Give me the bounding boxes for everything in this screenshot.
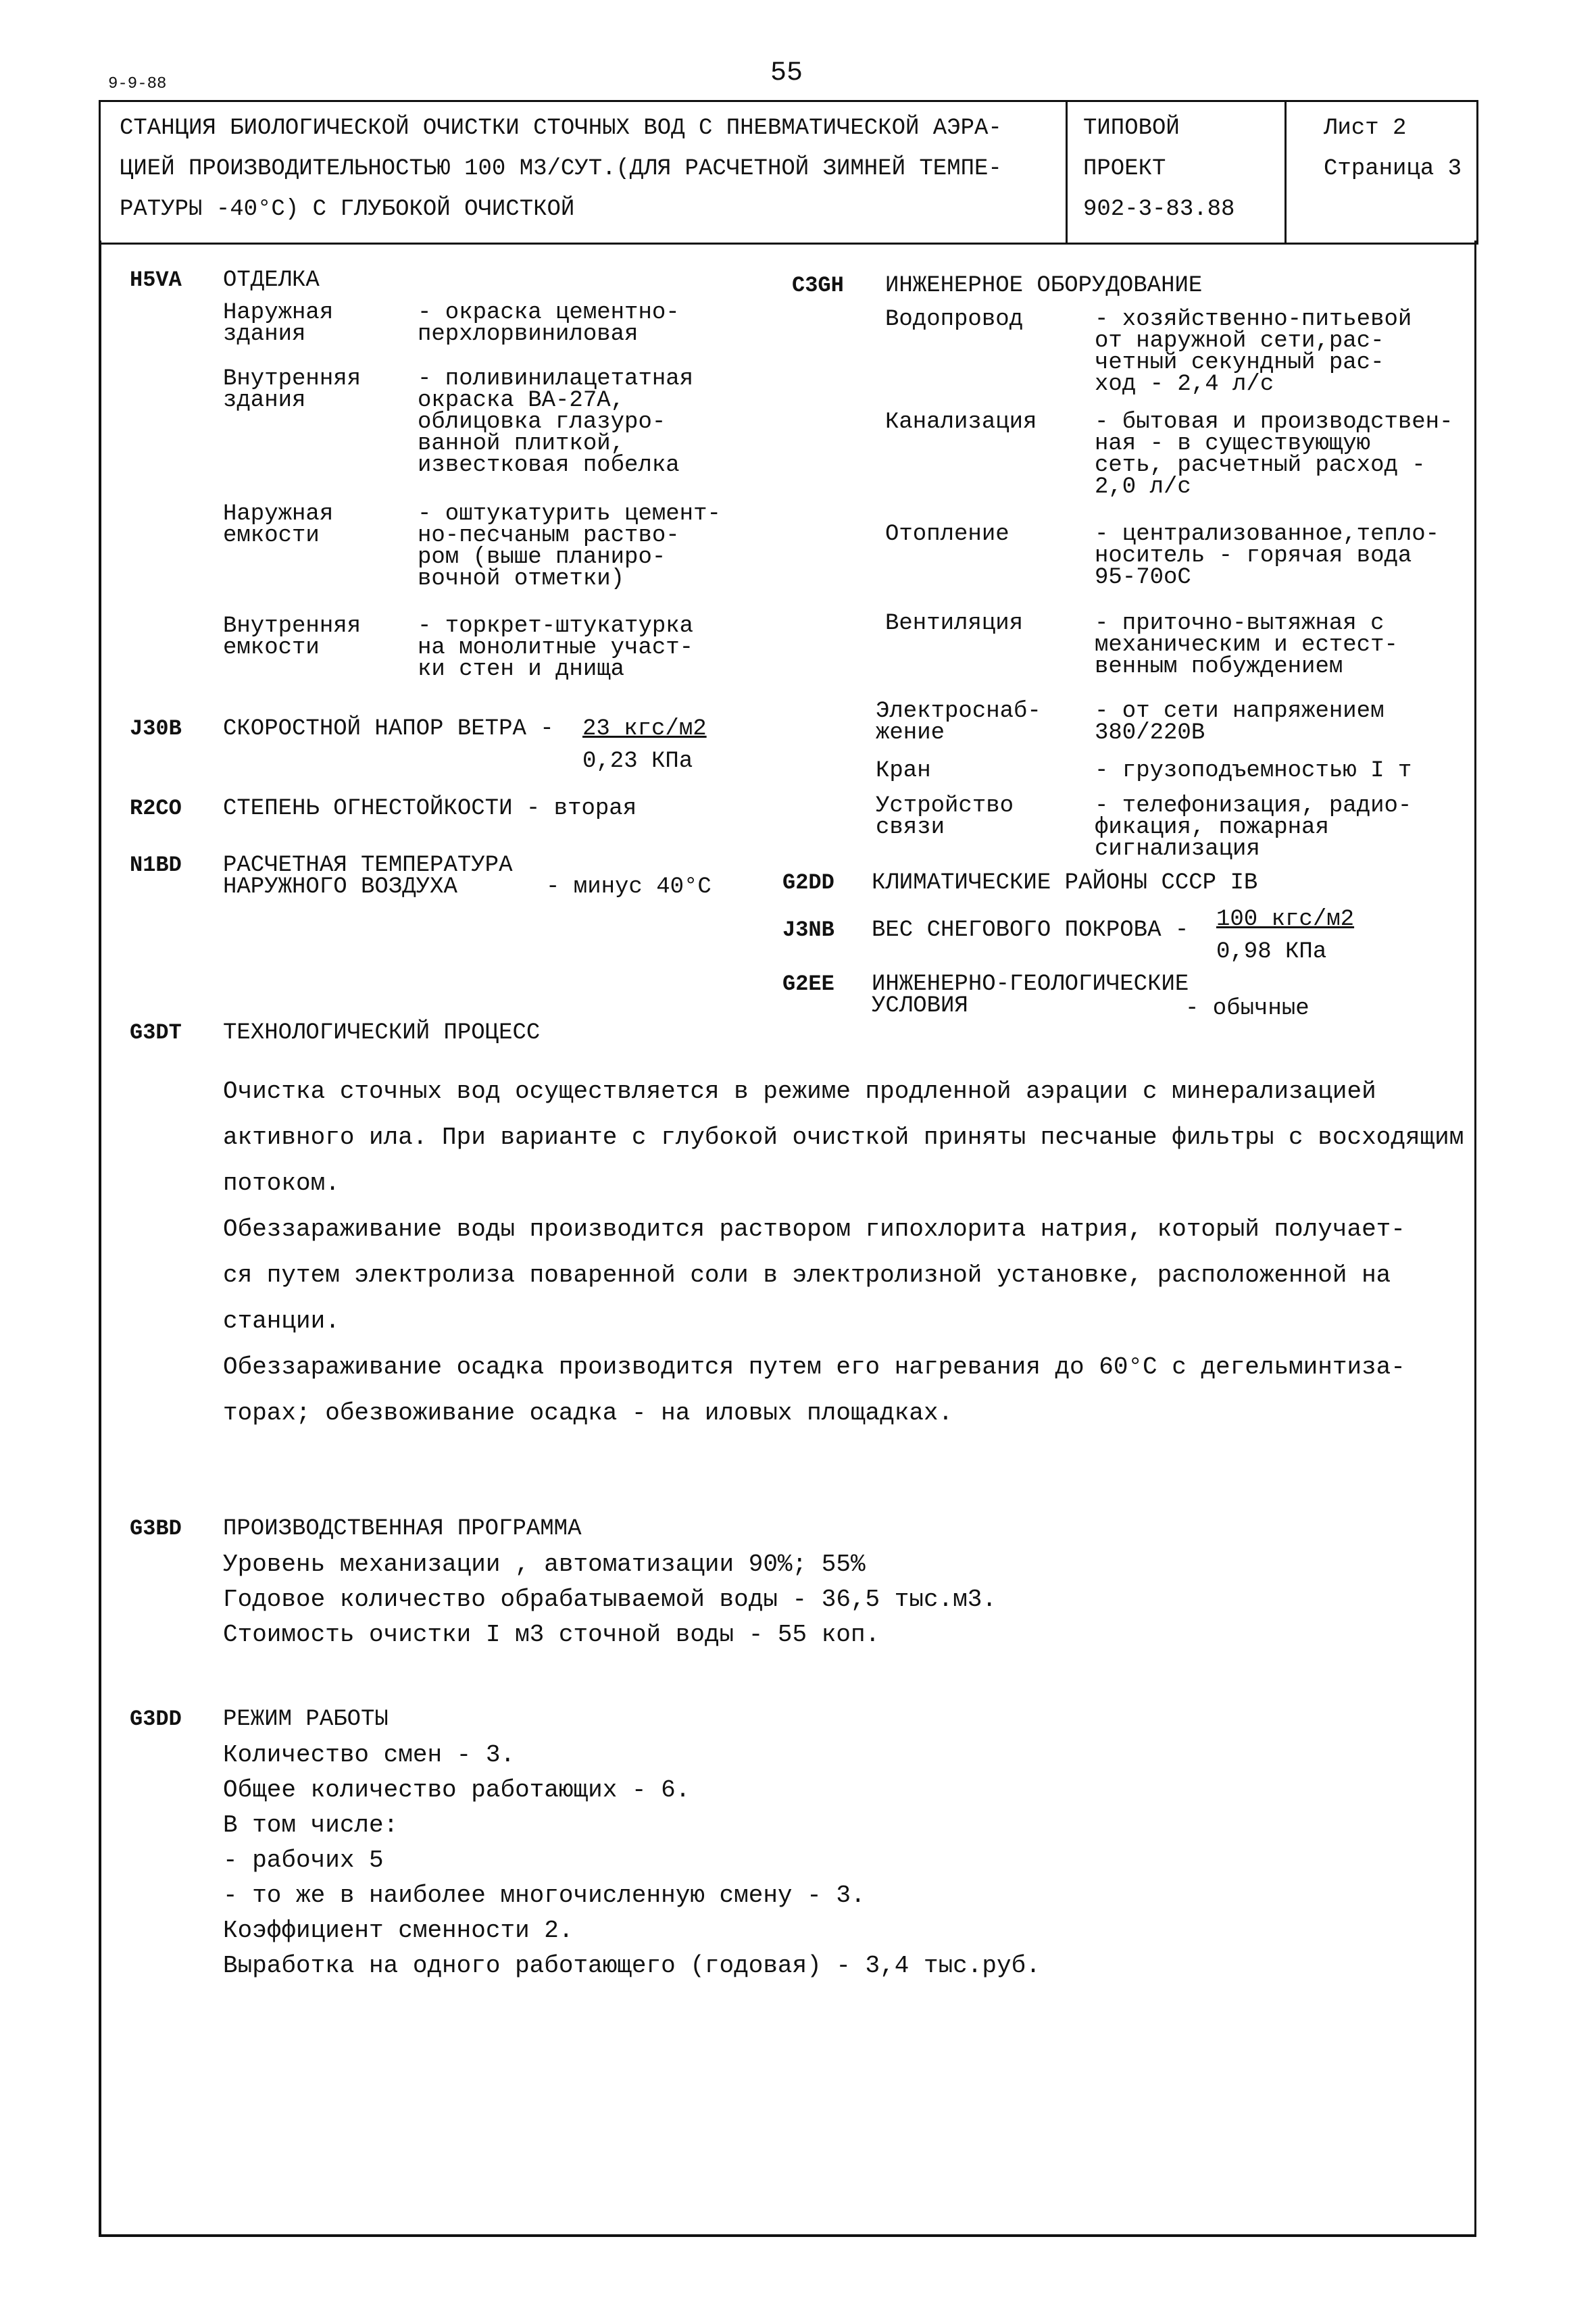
temp-value: - минус 40°С	[546, 874, 712, 900]
process-text	[223, 1069, 1464, 1436]
equipment-value: фикация, пожарная	[1095, 815, 1329, 840]
equipment-value: венным побуждением	[1095, 654, 1343, 680]
project-line-1: ТИПОВОЙ	[1083, 116, 1180, 141]
equipment-label: Электроснаб-	[876, 699, 1041, 724]
project-line-2: ПРОЕКТ	[1083, 156, 1166, 182]
program-text	[223, 1547, 997, 1653]
text-line: Обеззараживание осадка производится путем его нагревания до 60°С с дегельминтиза-	[223, 1353, 1405, 1381]
finish-title: ОТДЕЛКА	[223, 268, 320, 293]
program-title: ПРОИЗВОДСТВЕННАЯ ПРОГРАММА	[223, 1516, 582, 1542]
equipment-value: 2,0 л/с	[1095, 474, 1191, 500]
finish-label: Внутренняя	[223, 613, 361, 639]
section-code: J30B	[130, 716, 182, 741]
equipment-value: - приточно-вытяжная с	[1095, 611, 1385, 636]
text-line: - то же в наиболее многочисленную смену - 3.	[223, 1882, 866, 1909]
geo-value: - обычные	[1185, 996, 1310, 1022]
mode-title: РЕЖИМ РАБОТЫ	[223, 1707, 389, 1732]
text-line: станции.	[223, 1307, 340, 1335]
text-line: Коэффициент сменности 2.	[223, 1917, 574, 1944]
finish-label: Наружная	[223, 501, 334, 527]
equipment-value: ход - 2,4 л/с	[1095, 372, 1274, 397]
equipment-title: ИНЖЕНЕРНОЕ ОБОРУДОВАНИЕ	[885, 273, 1203, 299]
finish-value: вочной отметки)	[418, 566, 625, 592]
date-stamp: 9-9-88	[108, 75, 167, 93]
equipment-label: Отопление	[885, 522, 1009, 547]
equipment-value: носитель - горячая вода	[1095, 543, 1412, 569]
equipment-label: связи	[876, 815, 945, 840]
process-title: ТЕХНОЛОГИЧЕСКИЙ ПРОЦЕСС	[223, 1020, 541, 1046]
wind-value-kpa: 0,23 КПа	[582, 749, 693, 774]
equipment-value: - грузоподъемностью I т	[1095, 758, 1412, 784]
snow-label: ВЕС СНЕГОВОГО ПОКРОВА -	[872, 917, 1189, 943]
snow-value-kpa: 0,98 КПа	[1216, 939, 1327, 965]
finish-value: ванной плиткой,	[418, 431, 625, 457]
section-code: G3DD	[130, 1707, 182, 1732]
title-line-3: РАТУРЫ -40°С) С ГЛУБОКОЙ ОЧИСТКОЙ	[120, 197, 575, 222]
mode-text	[223, 1738, 1041, 1984]
temp-label: РАСЧЕТНАЯ ТЕМПЕРАТУРА	[223, 853, 513, 878]
equipment-value: 380/220В	[1095, 720, 1205, 746]
equipment-value: 95-70оС	[1095, 565, 1191, 590]
snow-value-kgs: 100 кгс/м2	[1216, 907, 1355, 932]
finish-value: но-песчаным раство-	[418, 523, 680, 549]
wind-value-kgs: 23 кгс/м2	[582, 716, 707, 742]
finish-label: здания	[223, 388, 306, 413]
fire-resistance: СТЕПЕНЬ ОГНЕСТОЙКОСТИ - вторая	[223, 796, 637, 822]
text-line: Обеззараживание воды производится раствором гипохлорита натрия, который получает-	[223, 1215, 1405, 1243]
text-line: В том числе:	[223, 1811, 399, 1839]
text-line: Стоимость очистки I м3 сточной воды - 55 коп.	[223, 1621, 880, 1649]
finish-value: известковая побелка	[418, 453, 680, 478]
section-code: J3NB	[782, 917, 834, 942]
section-code: N1BD	[130, 853, 182, 878]
project-number: 902-3-83.88	[1083, 197, 1235, 222]
text-line: ся путем электролиза поваренной соли в электролизной установке, расположенной на	[223, 1261, 1391, 1289]
page-number: 55	[770, 58, 803, 89]
section-code: G2EE	[782, 972, 834, 997]
equipment-label: Устройство	[876, 793, 1014, 819]
text-line: Выработка на одного работающего (годовая) - 3,4 тыс.руб.	[223, 1952, 1041, 1980]
section-code: G2DD	[782, 870, 834, 895]
section-code: R2CO	[130, 796, 182, 821]
text-line: торах; обезвоживание осадка - на иловых площадках.	[223, 1399, 953, 1427]
finish-label: Внутренняя	[223, 366, 361, 392]
climate-region: КЛИМАТИЧЕСКИЕ РАЙОНЫ СССР IВ	[872, 870, 1258, 896]
text-line: Очистка сточных вод осуществляется в режиме продленной аэрации с минерализацией	[223, 1078, 1376, 1105]
finish-label: емкости	[223, 523, 320, 549]
finish-value: - оштукатурить цемент-	[418, 501, 721, 527]
equipment-value: - централизованное,тепло-	[1095, 522, 1440, 547]
geo-label: УСЛОВИЯ	[872, 993, 968, 1019]
equipment-value: - бытовая и производствен-	[1095, 409, 1453, 435]
equipment-value: - от сети напряжением	[1095, 699, 1385, 724]
text-line: Общее количество работающих - 6.	[223, 1776, 691, 1804]
title-line-2: ЦИЕЙ ПРОИЗВОДИТЕЛЬНОСТЬЮ 100 М3/СУТ.(ДЛЯ РАСЧЕТНОЙ ЗИМНЕЙ ТЕМПЕ-	[120, 156, 1002, 182]
equipment-value: - хозяйственно-питьевой	[1095, 307, 1412, 332]
equipment-label: Водопровод	[885, 307, 1024, 332]
finish-value: перхлорвиниловая	[418, 322, 639, 347]
finish-value: ром (выше планиро-	[418, 545, 666, 570]
temp-label: НАРУЖНОГО ВОЗДУХА	[223, 874, 457, 900]
text-line: потоком.	[223, 1169, 340, 1197]
title-block	[99, 100, 1478, 245]
text-line: Уровень механизации , автоматизации 90%; 55%	[223, 1551, 866, 1578]
finish-label: Наружная	[223, 300, 334, 326]
equipment-value: от наружной сети,рас-	[1095, 328, 1385, 354]
equipment-label: Канализация	[885, 409, 1037, 435]
equipment-label: Вентиляция	[885, 611, 1024, 636]
wind-label: СКОРОСТНОЙ НАПОР ВЕТРА -	[223, 716, 554, 742]
equipment-label: жение	[876, 720, 945, 746]
page-label: Страница 3	[1324, 156, 1462, 182]
finish-value: - торкрет-штукатурка	[418, 613, 694, 639]
finish-value: на монолитные участ-	[418, 635, 694, 661]
equipment-value: механическим и естест-	[1095, 632, 1398, 658]
finish-label: здания	[223, 322, 306, 347]
finish-value: облицовка глазуро-	[418, 409, 666, 435]
section-code: H5VA	[130, 268, 182, 293]
section-code: G3BD	[130, 1516, 182, 1541]
text-line: - рабочих 5	[223, 1846, 384, 1874]
equipment-value: четный секундный рас-	[1095, 350, 1385, 376]
finish-value: - окраска цементно-	[418, 300, 680, 326]
frame-right	[1474, 241, 1476, 2236]
equipment-label: Кран	[876, 758, 931, 784]
title-line-1: СТАНЦИЯ БИОЛОГИЧЕСКОЙ ОЧИСТКИ СТОЧНЫХ ВОД С ПНЕВМАТИЧЕСКОЙ АЭРА-	[120, 116, 1002, 141]
finish-label: емкости	[223, 635, 320, 661]
finish-value: - поливинилацетатная	[418, 366, 694, 392]
equipment-value: - телефонизация, радио-	[1095, 793, 1412, 819]
text-line: Количество смен - 3.	[223, 1741, 516, 1769]
frame-left	[99, 241, 101, 2236]
geo-label: ИНЖЕНЕРНО-ГЕОЛОГИЧЕСКИЕ	[872, 972, 1189, 997]
section-code: C3GH	[792, 273, 844, 298]
sheet-label: Лист 2	[1324, 116, 1407, 141]
equipment-value: сеть, расчетный расход -	[1095, 453, 1426, 478]
text-line: Годовое количество обрабатываемой воды - 36,5 тыс.м3.	[223, 1586, 997, 1613]
finish-value: окраска ВА-27А,	[418, 388, 625, 413]
equipment-value: сигнализация	[1095, 836, 1260, 862]
text-line: активного ила. При варианте с глубокой очисткой приняты песчаные фильтры с восходящим	[223, 1124, 1464, 1151]
equipment-value: ная - в существующую	[1095, 431, 1371, 457]
section-code: G3DT	[130, 1020, 182, 1045]
finish-value: ки стен и днища	[418, 657, 625, 682]
frame-bottom	[99, 2234, 1476, 2237]
